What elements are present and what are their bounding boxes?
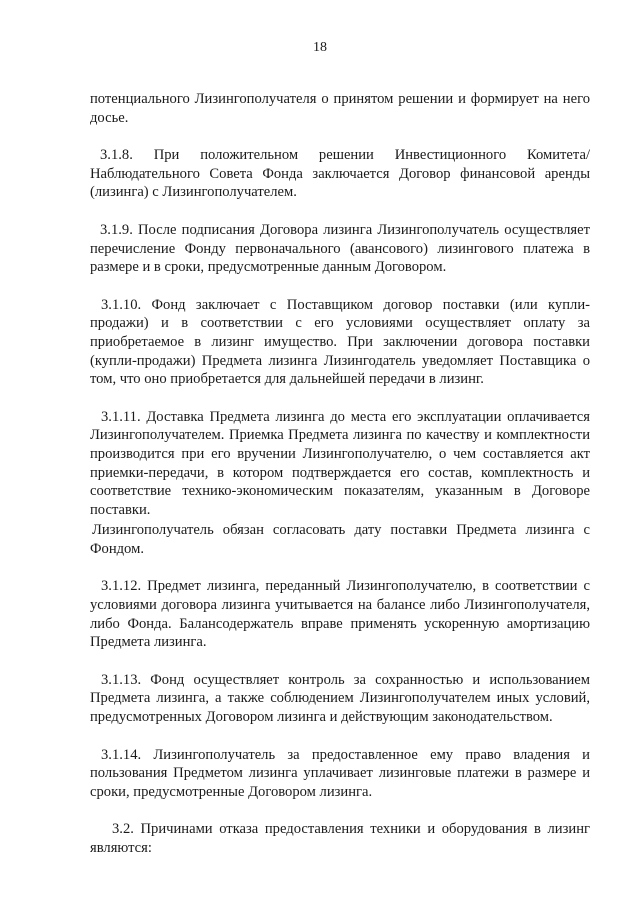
paragraph-3-2: 3.2. Причинами отказа предоставления техники и оборудования в лизинг являются: xyxy=(90,821,590,856)
document-body xyxy=(90,90,590,877)
page-number: 18 xyxy=(313,40,327,55)
paragraph-3-1-9: 3.1.9. После подписания Договора лизинга Лизингополучатель осуществляет перечисление Фонду первоначального (авансового) лизингового платежа в размере и в сроки, предусмотренные данным Договором. xyxy=(90,221,590,276)
paragraph-3-1-14: 3.1.14. Лизингополучатель за предоставленное ему право владения и пользования Предметом лизинга уплачивает лизинговые платежи в размере и сроки, предусмотренные Договором лизинга. xyxy=(90,746,590,800)
paragraph-3-1-13: 3.1.13. Фонд осуществляет контроль за сохранностью и использованием Предмета лизинга, а также соблюдением Лизингополучателем иных условий, предусмотренных Договором лизинга и действующим законодательством. xyxy=(90,671,590,726)
paragraph-3-1-11-continued: Лизингополучатель обязан согласовать дату поставки Предмета лизинга с Фондом. xyxy=(90,522,590,557)
paragraph-continuation: потенциального Лизингополучателя о принятом решении и формирует на него досье. xyxy=(90,91,590,126)
paragraph-3-1-8: 3.1.8. При положительном решении Инвестиционного Комитета/Наблюдательного Совета Фонда заключается Договор финансовой аренды (лизинга) с Лизингополучателем. xyxy=(90,147,590,201)
paragraph-3-1-11: 3.1.11. Доставка Предмета лизинга до места его эксплуатации оплачивается Лизингополучателем. Приемка Предмета лизинга по качеству и комплектности производится при его вручении Лизингополучателю, о чем составляется акт приемки-передачи, в котором подтверждается его состав, комплектность и соответствие технико-экономическим показателям, указанным в Договоре поставки. xyxy=(90,408,590,518)
paragraph-3-1-12: 3.1.12. Предмет лизинга, переданный Лизингополучателю, в соответствии с условиями договора лизинга учитывается на балансе либо Лизингополучателя, либо Фонда. Балансодержатель вправе применять ускоренную амортизацию Предмета лизинга. xyxy=(90,578,590,651)
paragraph-3-1-10: 3.1.10. Фонд заключает с Поставщиком договор поставки (или купли-продажи) и в соответствии с его условиями осуществляет оплату за приобретаемое в лизинг имущество. При заключении договора поставки (купли-продажи) Предмета лизинга Лизингодатель уведомляет Поставщика о том, что оно приобретается для дальнейшей передачи в лизинг. xyxy=(90,296,590,388)
